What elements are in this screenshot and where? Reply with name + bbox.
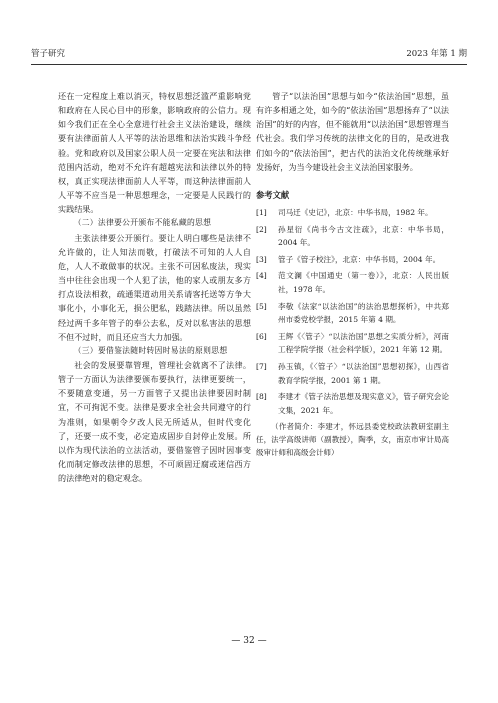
references-title: 参考文献 — [256, 189, 290, 200]
reference-item: [1] 司马迁《史记》，北京：中华书局，1982 年。 — [256, 208, 433, 218]
right-column — [256, 89, 449, 459]
section-heading-3: （三）要借鉴法随时转因时易法的原则思想 — [73, 345, 228, 355]
reference-item: [6] 王辉《〈管子〉“以法治国”思想之实质分析》，河南工程学院学报（社会科学版），2021 年第 12 期。 — [256, 331, 449, 355]
section-heading-2: （二）法律要公开颁布不能私藏的思想 — [73, 218, 212, 228]
author-bio: （作者简介：李建才，怀远县委党校政法教研室副主任，法学高级讲师（副教授），陶季，女，南京市审计局高级审计师和高级会计师） — [256, 422, 449, 458]
reference-item: [5] 李敬《法家“以法治国”的法治思想探析》，中共郑州市委党校学报，2015 年第 4 期。 — [256, 301, 449, 325]
issue-number: 2023 年第 1 期 — [406, 49, 467, 59]
page-number: — 32 — — [231, 636, 267, 646]
reference-list — [256, 206, 449, 417]
header-rule — [31, 64, 467, 65]
paragraph: 社会的发展要靠管理，管理社会就离不了法律。管子一方面认为法律要颁布要执行，法律更要统一，不要随意变通，另一方面管子又提出法律要因时制宜，不可拘泥不变。法律是要求全社会共同遵守的行为准则，如果朝令夕改人民无所适从，但时代变化了，还要一成不变，必定造成固步自封停止发展。所以作为现代法治的立法活动，要借鉴管子因时因事变化而制定修改法律的思想，不可顽固迂腐或迷信西方的法律绝对的稳定观念。 — [58, 359, 251, 484]
reference-item: [8] 李建才《管子法治思想及现实意义》，管子研究会论文集，2021 年。 — [256, 392, 449, 415]
reference-item: [2] 孙星衍《尚书今古文注疏》，北京：中华书局，2004 年。 — [256, 224, 449, 248]
paragraph: 管子“以法治国”思想与如今“依法治国”思想，虽有许多相通之处，如今的“依法治国”思想扬弃了“以法治国”的好的内容，但不能就用“以法治国”思想管理当代社会。我们学习传统的法律文化的目的，是改进我们如今的“依法治国”，把古代的法治文化传统继承好发扬好，为当今建设社会主义法治国家服务。 — [256, 91, 449, 172]
paragraph-continued: 还在一定程度上难以消灭，特权思想泛滥严重影响党和政府在人民心目中的形象，影响政府的公信力。现如今我们正在全心全意进行社会主义法治建设，继续要有法律面前人人平等的法治思维和法治实践斗争经验。党和政府以及国家公职人员一定要在宪法和法律范围内活动，绝对不允许有超越宪法和法律以外的特权，真正实现法律面前人人平等，而这种法律面前人人平等不应当是一种思想理念，一定要是人民践行的实践结果。 — [58, 91, 251, 215]
reference-item: [4] 范文澜《中国通史（第一卷）》，北京：人民出版社，1978 年。 — [256, 271, 449, 295]
reference-item: [7] 孙玉镇，《〈管子〉“以法治国”思想初探》，山西省教育学院学报，2001 第 1 期。 — [256, 362, 449, 385]
reference-item: [3] 管子《管子校注》，北京：中华书局，2004 年。 — [256, 254, 441, 264]
paragraph: 主张法律要公开颁行。要让人明白哪些是法律不允许做的，让人知法而敬，打破法不可知的人人自危，人人不敢做事的状况。主张不可因私废法，现实当中往往会出现一个人犯了法，他的家人或朋友多方打点设法相救，疏通渠道动用关系请客托送等方争大事化小，小事化无，损公肥私，践踏法律。所以虽然经过两千多年管子的奉公去私，反对以私害法的思想不但不过时，而且还应当大力加强。 — [58, 232, 251, 342]
running-header — [31, 47, 467, 61]
journal-name: 管子研究 — [31, 49, 66, 59]
left-column — [58, 89, 251, 485]
